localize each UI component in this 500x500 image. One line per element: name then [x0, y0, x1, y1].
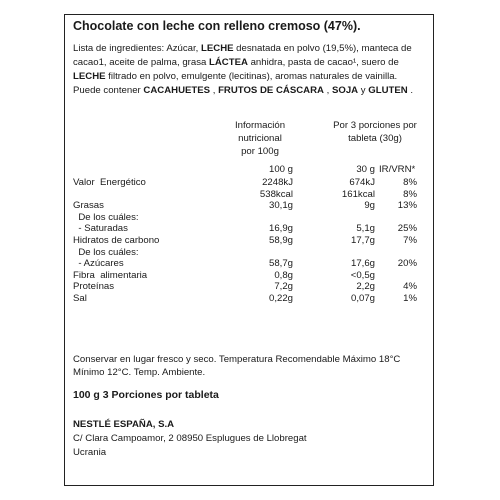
value-per-100g: 58,9g [268, 235, 293, 246]
nutrient-label: Sal [73, 293, 87, 304]
value-ir-vrn: 8% [403, 188, 417, 200]
nutrient-label: De los cuáles: [73, 246, 139, 258]
header-per-portion-line2: tableta (30g) [348, 133, 402, 144]
ingredients-prefix: Lista de ingredientes: Azúcar, [73, 43, 201, 54]
header-per-portion-line1: Por 3 porciones por [333, 120, 417, 131]
value-per-portion: 9g [364, 200, 375, 212]
allergen-gluten: GLUTEN [368, 85, 408, 96]
value-per-portion: 17,6g [350, 258, 375, 270]
column-ir-vrn: IR/VRN* [379, 164, 416, 175]
nutrient-label: Hidratos de carbono [73, 235, 160, 246]
value-per-100g: 16,9g [268, 223, 293, 235]
value-per-100g: 58,7g [268, 258, 293, 270]
header-per-100g-line1: Información nutricional [234, 120, 286, 144]
allergen-soja: SOJA [331, 85, 359, 96]
nutrient-label: De los cuáles: [73, 211, 139, 223]
value-ir-vrn: 4% [403, 281, 417, 293]
separator: , [323, 85, 332, 96]
allergen-leche: LECHE [201, 43, 234, 54]
value-ir-vrn: 20% [397, 258, 417, 270]
nutrient-label: Grasas [73, 200, 104, 212]
company-country: Ucrania [73, 447, 107, 458]
company-info [73, 418, 307, 460]
header-per-100g-line2: por 100g [241, 146, 279, 157]
nutrition-label-panel [64, 14, 434, 486]
product-title: Chocolate con leche con relleno cremoso (47%). [73, 19, 361, 33]
nutrient-label: Proteínas [73, 281, 115, 293]
value-per-100g: 7,2g [274, 281, 293, 293]
value-ir-vrn: 25% [397, 223, 417, 235]
value-per-100g: 2248kJ [262, 177, 293, 188]
value-per-portion: 17,7g [350, 235, 375, 246]
value-ir-vrn: 13% [397, 200, 417, 212]
company-address: C/ Clara Campoamor, 2 08950 Esplugues de Llobregat [73, 433, 307, 444]
value-per-portion: 2,2g [356, 281, 375, 293]
separator: y [358, 85, 369, 96]
value-per-100g: 0,22g [268, 293, 293, 304]
nutrient-label: Fibra alimentaria [73, 269, 148, 281]
value-per-portion: 674kJ [349, 177, 375, 188]
header-per-100g [215, 119, 305, 158]
ingredients-part: desnatada en polvo (19,5%), manteca de cacao1, aceite de palma, grasa [73, 43, 412, 68]
company-name: NESTLÉ ESPAÑA, S.A [73, 419, 175, 430]
separator: . [407, 85, 414, 96]
allergen-cacahuetes: CACAHUETES [143, 85, 211, 96]
value-per-100g: 538kcal [259, 188, 293, 200]
allergen-lactea: LÁCTEA [209, 57, 248, 68]
nutrient-label: - Saturadas [73, 223, 128, 235]
nutrient-label: Valor Energético [73, 177, 146, 188]
allergen-leche: LECHE [73, 71, 106, 82]
column-30g: 30 g [356, 164, 375, 175]
allergen-frutos-cascara: FRUTOS DE CÁSCARA [218, 85, 324, 96]
storage-instructions: Conservar en lugar fresco y seco. Temperatura Recomendable Máximo 18°C Mínimo 12°C. Temp. Ambiente. [73, 354, 401, 378]
value-per-100g: 0,8g [274, 269, 293, 281]
column-100g: 100 g [268, 164, 293, 175]
ingredients-list [73, 42, 425, 98]
header-per-portion [321, 119, 429, 145]
value-per-portion: 5,1g [356, 223, 375, 235]
value-per-portion: <0,5g [350, 269, 375, 281]
ingredients-part: anhidra, pasta de cacao¹, suero de [247, 57, 399, 68]
ingredients-part: filtrado en polvo, emulgente (lecitinas), aromas naturales de vainilla. [105, 71, 398, 82]
ingredients-text [73, 42, 425, 84]
portions-info: 100 g 3 Porciones por tableta [73, 389, 219, 401]
may-contain-text [73, 84, 425, 98]
value-ir-vrn: 7% [403, 235, 417, 246]
value-per-portion: 161kcal [341, 188, 375, 200]
value-per-100g: 30,1g [268, 200, 293, 212]
value-ir-vrn: 1% [403, 293, 417, 304]
may-contain-prefix: Puede contener [73, 85, 144, 96]
value-per-portion: 0,07g [350, 293, 375, 304]
value-ir-vrn: 8% [403, 177, 417, 188]
nutrient-label: - Azúcares [73, 258, 124, 270]
separator: , [210, 85, 219, 96]
